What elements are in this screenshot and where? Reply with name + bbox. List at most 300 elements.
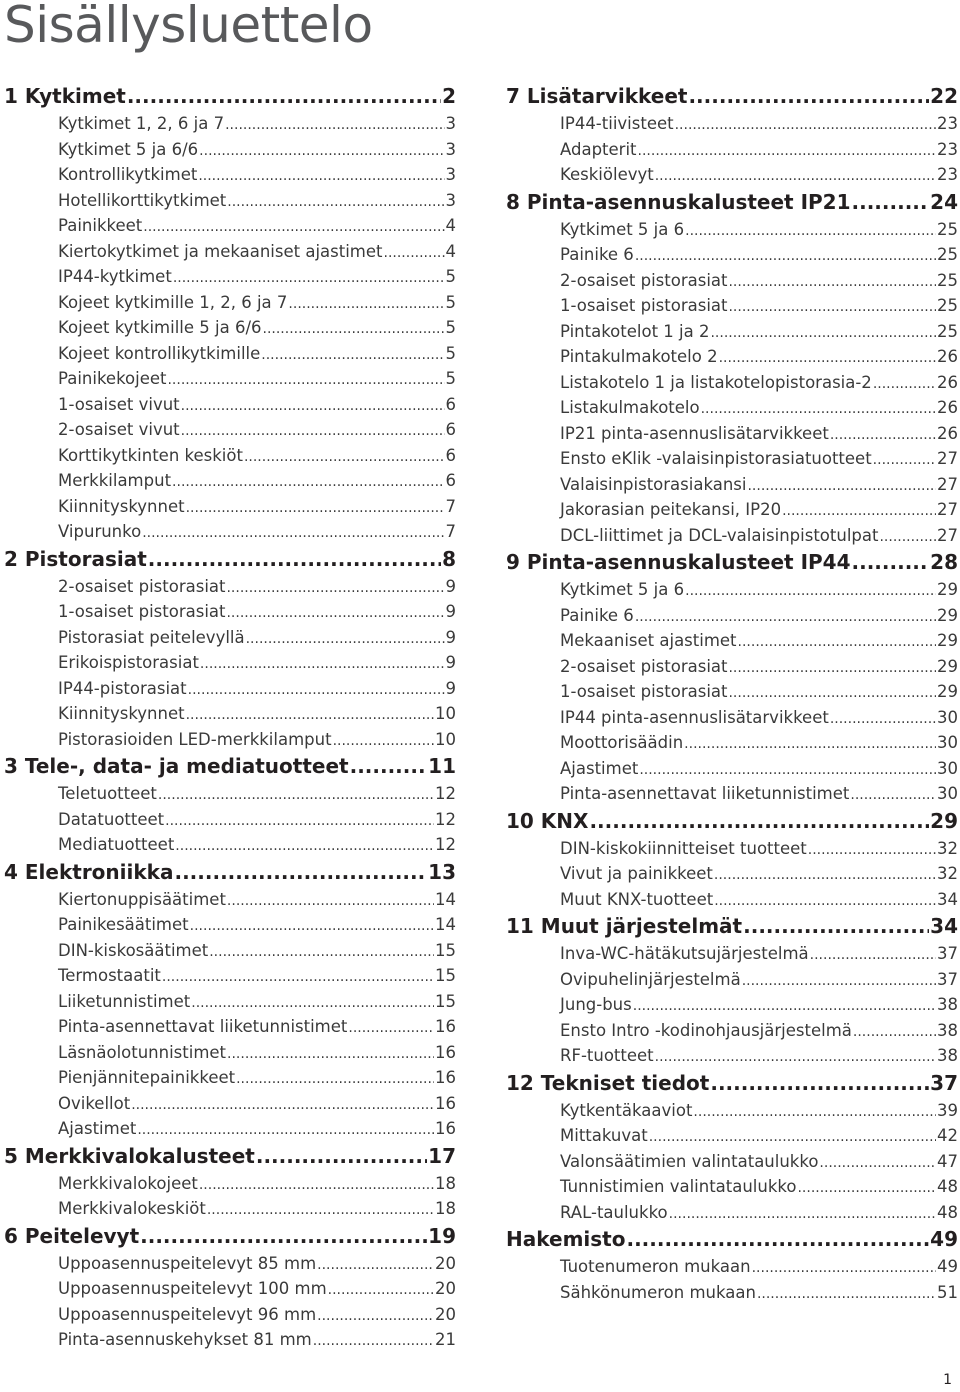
toc-entry-page: 25 <box>937 270 958 290</box>
toc-entry-page: 6 <box>445 420 456 439</box>
toc-entry-page: 9 <box>445 602 456 621</box>
toc-entry-page: 9 <box>445 678 456 698</box>
toc-entry-label: Ovikellot <box>58 1093 131 1113</box>
toc-entry-page: 20 <box>435 1279 456 1298</box>
toc-entry-page: 9 <box>445 627 456 647</box>
toc-entry <box>4 1040 456 1066</box>
toc-entry-page: 16 <box>435 1017 456 1036</box>
toc-entry <box>506 992 958 1018</box>
dot-leader <box>873 446 936 472</box>
dot-leader <box>143 213 444 239</box>
toc-entry <box>506 1254 958 1280</box>
dot-leader <box>743 912 929 941</box>
toc-entry-page: 21 <box>435 1330 456 1349</box>
toc-entry-page: 4 <box>445 241 456 261</box>
toc-entry <box>506 370 958 396</box>
toc-entry-label: Kytkimet 5 ja 6 <box>560 219 685 239</box>
toc-entry-page: 26 <box>937 347 958 366</box>
toc-entry <box>4 239 456 265</box>
toc-entry-label: DIN-kiskosäätimet <box>58 940 209 960</box>
toc-section-entry <box>4 1142 456 1171</box>
toc-section-entry <box>506 548 958 577</box>
toc-entry-label: DIN-kiskokiinnitteiset tuotteet <box>560 838 807 858</box>
toc-entry-page: 25 <box>937 296 958 315</box>
toc-entry-page: 3 <box>445 139 456 159</box>
dot-leader <box>186 701 434 727</box>
toc-entry-label: 1 Kytkimet <box>4 84 126 108</box>
toc-entry-page: 14 <box>435 889 456 909</box>
dot-leader <box>188 676 445 702</box>
toc-entry-label: DCL-liittimet ja DCL-valaisinpistotulpat <box>560 525 879 545</box>
toc-entry-label: Kiertokytkimet ja mekaaniset ajastimet <box>58 241 383 261</box>
dot-leader <box>348 1014 434 1040</box>
toc-entry <box>506 497 958 523</box>
dot-leader <box>830 421 936 447</box>
toc-entry-label: Mediatuotteet <box>58 835 175 854</box>
toc-entry <box>506 162 958 188</box>
toc-entry <box>4 701 456 727</box>
toc-entry <box>506 628 958 654</box>
toc-entry-page: 25 <box>937 245 958 264</box>
dot-leader <box>263 315 445 341</box>
dot-leader <box>701 395 936 421</box>
toc-entry <box>4 315 456 341</box>
toc-entry-page: 39 <box>937 1100 958 1120</box>
toc-entry-label: Listakotelo 1 ja listakotelopistorasia-2 <box>560 372 872 392</box>
dot-leader <box>719 344 936 370</box>
toc-entry-page: 3 <box>445 114 456 133</box>
dot-leader <box>227 1040 434 1066</box>
toc-entry <box>4 832 456 858</box>
toc-entry-label: Erikoispistorasiat <box>58 653 199 672</box>
toc-entry-label: 1-osaiset pistorasiat <box>58 602 226 621</box>
toc-entry-label: Painikekojeet <box>58 369 167 388</box>
toc-entry-page: 48 <box>937 1202 958 1222</box>
toc-entry-page: 3 <box>445 190 456 210</box>
toc-entry <box>4 1251 456 1277</box>
dot-leader <box>728 654 936 680</box>
toc-entry-label: Pinta-asennettavat liiketunnistimet <box>560 784 850 803</box>
toc-entry <box>506 1018 958 1044</box>
dot-leader <box>137 1116 434 1142</box>
dot-leader <box>140 1222 427 1251</box>
toc-entry-page: 15 <box>435 940 456 960</box>
dot-leader <box>167 366 444 392</box>
toc-entry <box>4 1116 456 1142</box>
toc-entry <box>506 111 958 137</box>
dot-leader <box>638 137 936 163</box>
toc-entry-page: 3 <box>445 165 456 184</box>
toc-entry <box>506 941 958 967</box>
toc-entry <box>506 756 958 782</box>
toc-entry-label: Hakemisto <box>506 1227 626 1251</box>
toc-entry-label: Ensto eKlik -valaisinpistorasiatuotteet <box>560 449 872 468</box>
toc-entry-label: Uppoasennuspeitelevyt 96 mm <box>58 1304 317 1324</box>
toc-entry-page: 5 <box>445 267 456 286</box>
toc-entry <box>4 650 456 676</box>
dot-leader <box>199 137 444 163</box>
toc-entry-page: 5 <box>445 369 456 388</box>
dot-leader <box>256 1142 427 1171</box>
toc-entry <box>506 1098 958 1124</box>
toc-entry-page: 30 <box>937 758 958 778</box>
toc-entry-page: 38 <box>937 1046 958 1065</box>
dot-leader <box>852 188 930 217</box>
toc-entry <box>4 1065 456 1091</box>
toc-entry-page: 26 <box>937 398 958 417</box>
toc-entry <box>4 213 456 239</box>
toc-entry-page: 6 <box>445 394 456 414</box>
toc-entry-page: 7 <box>445 522 456 541</box>
dot-leader <box>199 1171 434 1197</box>
toc-entry-label: Listakulmakotelo <box>560 398 700 417</box>
toc-entry <box>4 290 456 316</box>
toc-entry <box>4 264 456 290</box>
toc-entry-page: 38 <box>937 1020 958 1040</box>
toc-entry-page: 12 <box>435 835 456 854</box>
toc-entry-label: Uppoasennuspeitelevyt 100 mm <box>58 1279 327 1298</box>
toc-entry-page: 34 <box>930 914 958 938</box>
toc-entry <box>506 1280 958 1306</box>
page-title: Sisällysluettelo <box>4 0 373 54</box>
dot-leader <box>227 188 444 214</box>
toc-entry <box>4 188 456 214</box>
dot-leader <box>165 807 434 833</box>
toc-entry-page: 6 <box>445 445 456 465</box>
toc-entry-label: Uppoasennuspeitelevyt 85 mm <box>58 1253 317 1273</box>
toc-entry <box>506 603 958 629</box>
dot-leader <box>244 443 445 469</box>
toc-entry <box>4 1327 456 1353</box>
toc-entry <box>506 1123 958 1149</box>
dot-leader <box>655 1043 936 1069</box>
toc-section-entry <box>506 807 958 836</box>
toc-entry-label: Kiinnityskynnet <box>58 704 185 723</box>
dot-leader <box>236 1065 434 1091</box>
dot-leader <box>879 523 936 549</box>
toc-entry-page: 15 <box>435 991 456 1011</box>
toc-entry <box>506 1149 958 1175</box>
toc-entry <box>4 625 456 651</box>
dot-leader <box>181 417 445 443</box>
toc-entry-label: Tuotenumeron mukaan <box>560 1257 751 1276</box>
toc-entry-label: 6 Peitelevyt <box>4 1223 140 1248</box>
dot-leader <box>738 628 936 654</box>
toc-entry-label: 1-osaiset pistorasiat <box>560 682 728 701</box>
toc-entry-page: 16 <box>435 1068 456 1087</box>
toc-entry-page: 8 <box>442 546 456 571</box>
toc-entry <box>4 599 456 625</box>
toc-entry-page: 48 <box>937 1177 958 1196</box>
dot-leader <box>127 82 441 111</box>
toc-entry-page: 5 <box>445 292 456 312</box>
dot-leader <box>384 239 445 265</box>
toc-entry-page: 34 <box>937 889 958 909</box>
toc-entry-page: 11 <box>428 754 456 778</box>
toc-entry-label: 1-osaiset pistorasiat <box>560 296 728 315</box>
toc-entry-page: 17 <box>428 1143 456 1168</box>
toc-entry <box>4 341 456 367</box>
toc-entry-label: 2 Pistorasiat <box>4 546 147 571</box>
toc-entry-page: 32 <box>937 838 958 858</box>
toc-entry-page: 18 <box>435 1199 456 1218</box>
toc-entry-label: Ovipuhelinjärjestelmä <box>560 969 741 989</box>
toc-entry <box>4 676 456 702</box>
dot-leader <box>317 1302 434 1328</box>
toc-entry-page: 27 <box>937 474 958 494</box>
dot-leader <box>684 730 936 756</box>
toc-entry-label: Pistorasiat peitelevyllä <box>58 627 245 647</box>
toc-entry-label: Kiertonuppisäätimet <box>58 889 226 909</box>
dot-leader <box>190 912 434 938</box>
toc-entry <box>506 705 958 731</box>
toc-entry-page: 29 <box>930 808 958 833</box>
toc-entry-page: 16 <box>435 1042 456 1062</box>
toc-entry-label: Korttikytkinten keskiöt <box>58 445 243 465</box>
dot-leader <box>162 963 434 989</box>
dot-leader <box>328 1276 434 1302</box>
toc-entry-label: Painike 6 <box>560 605 634 625</box>
toc-section-entry <box>4 1222 456 1251</box>
toc-entry-label: Hotellikorttikytkimet <box>58 190 227 210</box>
dot-leader <box>191 989 434 1015</box>
toc-entry <box>4 912 456 938</box>
toc-entry-page: 16 <box>435 1093 456 1113</box>
dot-leader <box>200 650 445 676</box>
dot-leader <box>626 1225 929 1254</box>
toc-entry-label: IP44 pinta-asennuslisätarvikkeet <box>560 707 829 727</box>
dot-leader <box>742 967 936 993</box>
toc-entry-label: Pintakulmakotelo 2 <box>560 347 718 366</box>
toc-section-entry <box>506 912 958 941</box>
toc-entry-page: 47 <box>937 1151 958 1171</box>
dot-leader <box>635 603 936 629</box>
toc-entry-label: Ajastimet <box>560 758 639 778</box>
toc-entry-label: Ajastimet <box>58 1119 137 1138</box>
dot-leader <box>639 756 936 782</box>
dot-leader <box>226 574 444 600</box>
dot-leader <box>261 341 444 367</box>
toc-entry <box>506 781 958 807</box>
toc-entry-page: 22 <box>930 84 958 108</box>
toc-entry-page: 19 <box>428 1223 456 1248</box>
toc-entry-label: Datatuotteet <box>58 809 165 829</box>
toc-entry <box>4 1196 456 1222</box>
toc-entry-page: 29 <box>937 656 958 676</box>
dot-leader <box>685 577 936 603</box>
toc-entry <box>4 1171 456 1197</box>
dot-leader <box>669 1200 936 1226</box>
dot-leader <box>175 832 434 858</box>
toc-section-entry <box>506 1225 958 1254</box>
toc-entry <box>506 319 958 345</box>
toc-entry-label: Vipurunko <box>58 522 142 541</box>
toc-entry-page: 23 <box>937 165 958 184</box>
toc-entry <box>506 1200 958 1226</box>
toc-entry-page: 28 <box>930 550 958 574</box>
toc-entry <box>4 963 456 989</box>
dot-leader <box>710 1069 929 1098</box>
toc-entry <box>4 443 456 469</box>
dot-leader <box>148 545 441 574</box>
toc-entry-label: Keskiölevyt <box>560 165 654 184</box>
dot-leader <box>797 1174 936 1200</box>
toc-entry-label: 5 Merkkivalokalusteet <box>4 1143 255 1168</box>
toc-entry-page: 29 <box>937 682 958 701</box>
toc-entry <box>506 1174 958 1200</box>
dot-leader <box>752 1254 936 1280</box>
toc-entry-label: Moottorisäädin <box>560 733 684 752</box>
dot-leader <box>173 264 445 290</box>
dot-leader <box>246 625 445 651</box>
toc-entry-label: 3 Tele-, data- ja mediatuotteet <box>4 754 349 778</box>
toc-entry-label: 1-osaiset vivut <box>58 394 180 414</box>
toc-entry-page: 30 <box>937 733 958 752</box>
toc-entry-page: 6 <box>445 471 456 490</box>
toc-entry-page: 49 <box>937 1257 958 1276</box>
toc-entry-label: Kojeet kytkimille 1, 2, 6 ja 7 <box>58 292 288 312</box>
toc-section-entry <box>4 545 456 574</box>
toc-entry-label: 10 KNX <box>506 808 589 833</box>
toc-entry-label: 7 Lisätarvikkeet <box>506 84 688 108</box>
toc-entry-label: Läsnäolotunnistimet <box>58 1042 227 1062</box>
toc-entry <box>4 1276 456 1302</box>
toc-entry-label: Jung-bus <box>560 995 632 1014</box>
toc-entry-label: IP21 pinta-asennuslisätarvikkeet <box>560 423 829 443</box>
toc-entry-page: 20 <box>435 1304 456 1324</box>
toc-entry-page: 12 <box>435 809 456 829</box>
dot-leader <box>728 268 936 294</box>
dot-leader <box>158 781 434 807</box>
toc-entry <box>506 654 958 680</box>
dot-leader <box>655 162 936 188</box>
toc-entry <box>4 392 456 418</box>
toc-entry-label: Teletuotteet <box>58 784 157 803</box>
dot-leader <box>649 1123 936 1149</box>
toc-entry <box>4 494 456 520</box>
toc-entry-label: 2-osaiset pistorasiat <box>58 576 226 596</box>
toc-entry <box>4 781 456 807</box>
toc-entry <box>4 162 456 188</box>
toc-entry-label: Kontrollikytkimet <box>58 165 198 184</box>
toc-entry-label: Pinta-asennuskehykset 81 mm <box>58 1330 312 1349</box>
toc-entry <box>506 268 958 294</box>
toc-entry-page: 5 <box>445 318 456 337</box>
toc-entry <box>506 1043 958 1069</box>
toc-entry <box>506 293 958 319</box>
toc-entry <box>4 989 456 1015</box>
toc-entry-page: 42 <box>937 1126 958 1145</box>
toc-entry <box>506 730 958 756</box>
toc-entry-label: Valonsäätimien valintataulukko <box>560 1151 819 1171</box>
toc-entry-label: Adapterit <box>560 139 637 159</box>
toc-entry-page: 18 <box>435 1173 456 1193</box>
dot-leader <box>714 887 936 913</box>
toc-entry <box>506 421 958 447</box>
toc-entry <box>4 727 456 753</box>
toc-entry-label: Painikkeet <box>58 216 143 235</box>
toc-entry-page: 5 <box>445 343 456 363</box>
toc-entry <box>506 836 958 862</box>
toc-entry <box>4 366 456 392</box>
toc-section-entry <box>4 82 456 111</box>
toc-entry-label: Jakorasian peitekansi, IP20 <box>560 500 782 519</box>
toc-entry <box>506 679 958 705</box>
toc-entry-label: Kytkimet 1, 2, 6 ja 7 <box>58 114 225 133</box>
toc-entry-page: 29 <box>937 605 958 625</box>
toc-entry <box>506 137 958 163</box>
toc-entry-page: 25 <box>937 321 958 341</box>
toc-entry-label: RAL-taulukko <box>560 1202 668 1222</box>
toc-column-left <box>4 82 456 1353</box>
toc-entry-page: 29 <box>937 631 958 650</box>
toc-entry <box>506 523 958 549</box>
toc-entry-page: 30 <box>937 784 958 803</box>
toc-entry-label: Ensto Intro -kodinohjausjärjestelmä <box>560 1020 852 1040</box>
toc-entry-page: 9 <box>445 576 456 596</box>
toc-entry <box>4 1091 456 1117</box>
toc-entry-page: 29 <box>937 580 958 599</box>
dot-leader <box>757 1280 936 1306</box>
toc-entry-page: 37 <box>930 1070 958 1095</box>
toc-entry <box>506 887 958 913</box>
toc-entry <box>4 1302 456 1328</box>
dot-leader <box>853 1018 936 1044</box>
toc-entry-page: 25 <box>937 219 958 239</box>
toc-entry-label: Merkkivalokeskiöt <box>58 1199 206 1218</box>
toc-entry <box>506 395 958 421</box>
toc-entry <box>4 1014 456 1040</box>
toc-entry <box>506 472 958 498</box>
toc-entry-label: Muut KNX-tuotteet <box>560 889 714 909</box>
dot-leader <box>808 836 936 862</box>
dot-leader <box>633 992 936 1018</box>
toc-entry-page: 9 <box>445 653 456 672</box>
dot-leader <box>819 1149 936 1175</box>
toc-entry-page: 26 <box>937 372 958 392</box>
toc-entry-page: 27 <box>937 525 958 545</box>
toc-entry-label: Mekaaniset ajastimet <box>560 631 737 650</box>
toc-entry-label: Tunnistimien valintataulukko <box>560 1177 797 1196</box>
toc-entry-page: 10 <box>435 704 456 723</box>
toc-entry <box>506 344 958 370</box>
dot-leader <box>714 861 936 887</box>
toc-entry-page: 23 <box>937 139 958 159</box>
toc-entry-page: 27 <box>937 500 958 519</box>
dot-leader <box>227 887 434 913</box>
toc-entry-page: 4 <box>445 216 456 235</box>
toc-entry-label: Valaisinpistorasiakansi <box>560 474 747 494</box>
dot-leader <box>688 82 929 111</box>
toc-entry-page: 51 <box>937 1282 958 1302</box>
dot-leader <box>589 807 929 836</box>
toc-entry-page: 24 <box>930 189 958 214</box>
dot-leader <box>207 1196 434 1222</box>
toc-column-right <box>506 82 958 1305</box>
toc-entry-page: 26 <box>937 423 958 443</box>
toc-entry <box>4 137 456 163</box>
toc-entry-page: 12 <box>435 784 456 803</box>
dot-leader <box>782 497 936 523</box>
dot-leader <box>225 111 444 137</box>
toc-entry-label: Kiinnityskynnet <box>58 496 185 516</box>
dot-leader <box>350 752 428 781</box>
toc-entry-page: 7 <box>445 496 456 516</box>
toc-entry <box>506 242 958 268</box>
dot-leader <box>810 941 936 967</box>
toc-entry-label: Pienjännitepainikkeet <box>58 1068 236 1087</box>
toc-entry-label: IP44-pistorasiat <box>58 678 187 698</box>
